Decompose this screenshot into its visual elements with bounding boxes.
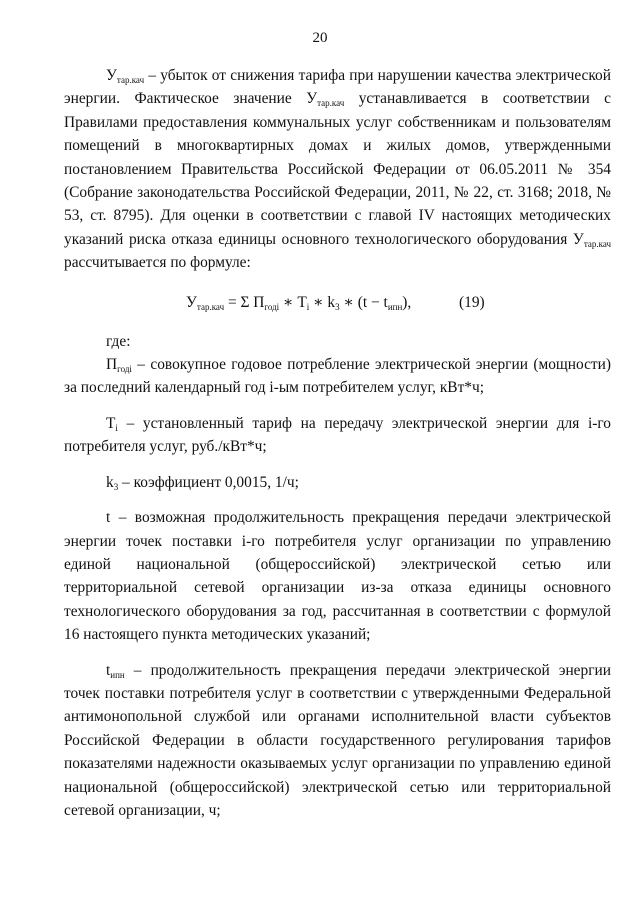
paragraph-pgod-definition: $П_{годi}$ – совокупное годовое потребление электрической энергии (мощности) за последний календарный год i-ым потребителем услуг, кВт*ч;	[64, 356, 611, 397]
page-number: 20	[312, 30, 328, 46]
paragraph-k3-definition: $k_3$ – коэффициент 0,0015, 1/ч;	[106, 473, 299, 492]
formula-number: (19)	[459, 293, 485, 311]
formula-19: $У_{тар.кач} = \Sigma$ $П_{годi}$ ∗ $Т_i$ ∗ $k_3$ ∗ $(t - t_{ипн})$, (19)	[64, 288, 611, 318]
paragraph-ti-definition: $Т_i$ – установленный тариф на передачу электрической энергии для i-го потребителя услуг, руб./кВт*ч;	[64, 414, 611, 456]
where-label: где:	[106, 332, 131, 350]
document-body	[64, 64, 611, 822]
paragraph-utar-definition: $У_{тар.кач}$ – убыток от снижения тарифа при нарушении качества электрической энергии. Фактическое значение $У_{тар.кач}$ устанавливается в соответствии с Правилами предоставления коммунальных услуг собственникам и пользователям помещений в многоквартирных домах и жилых домов, утвержденными постановлением Правительства Российской Федерации от 06.05.2011 № 354 (Собрание законодательства Российской Федерации, 2011, № 22, ст. 3168; 2018, № 53, ст. 8795). Для оценки в соответствии с главой IV настоящих методических указаний риска отказа единицы основного технологического оборудования $У_{тар.кач}$ рассчитывается по формуле:	[64, 67, 612, 272]
paragraph-tipn-definition: $t_{ипн}$ – продолжительность прекращения передачи электрической энергии точек поставки потребителя услуг в соответствии с утвержденными Федеральной антимонопольной службой или органами исполнительной власти субъектов Российской Федерации в области государственного регулирования тарифов показателями надежности оказываемых услуг организации по управлению единой национальной (общероссийской) электрической сетью или территориальной сетевой организации, ч;	[64, 661, 611, 819]
paragraph-t-definition: t – возможная продолжительность прекращения передачи электрической энергии точек поставки i-го потребителя услуг организации по управлению единой национальной (общероссийской) электрической сетью или территориальной сетевой организации из-за отказа единицы основного технологического оборудования за год, рассчитанная в соответствии с формулой 16 настоящего пункта методических указаний;	[64, 509, 611, 644]
